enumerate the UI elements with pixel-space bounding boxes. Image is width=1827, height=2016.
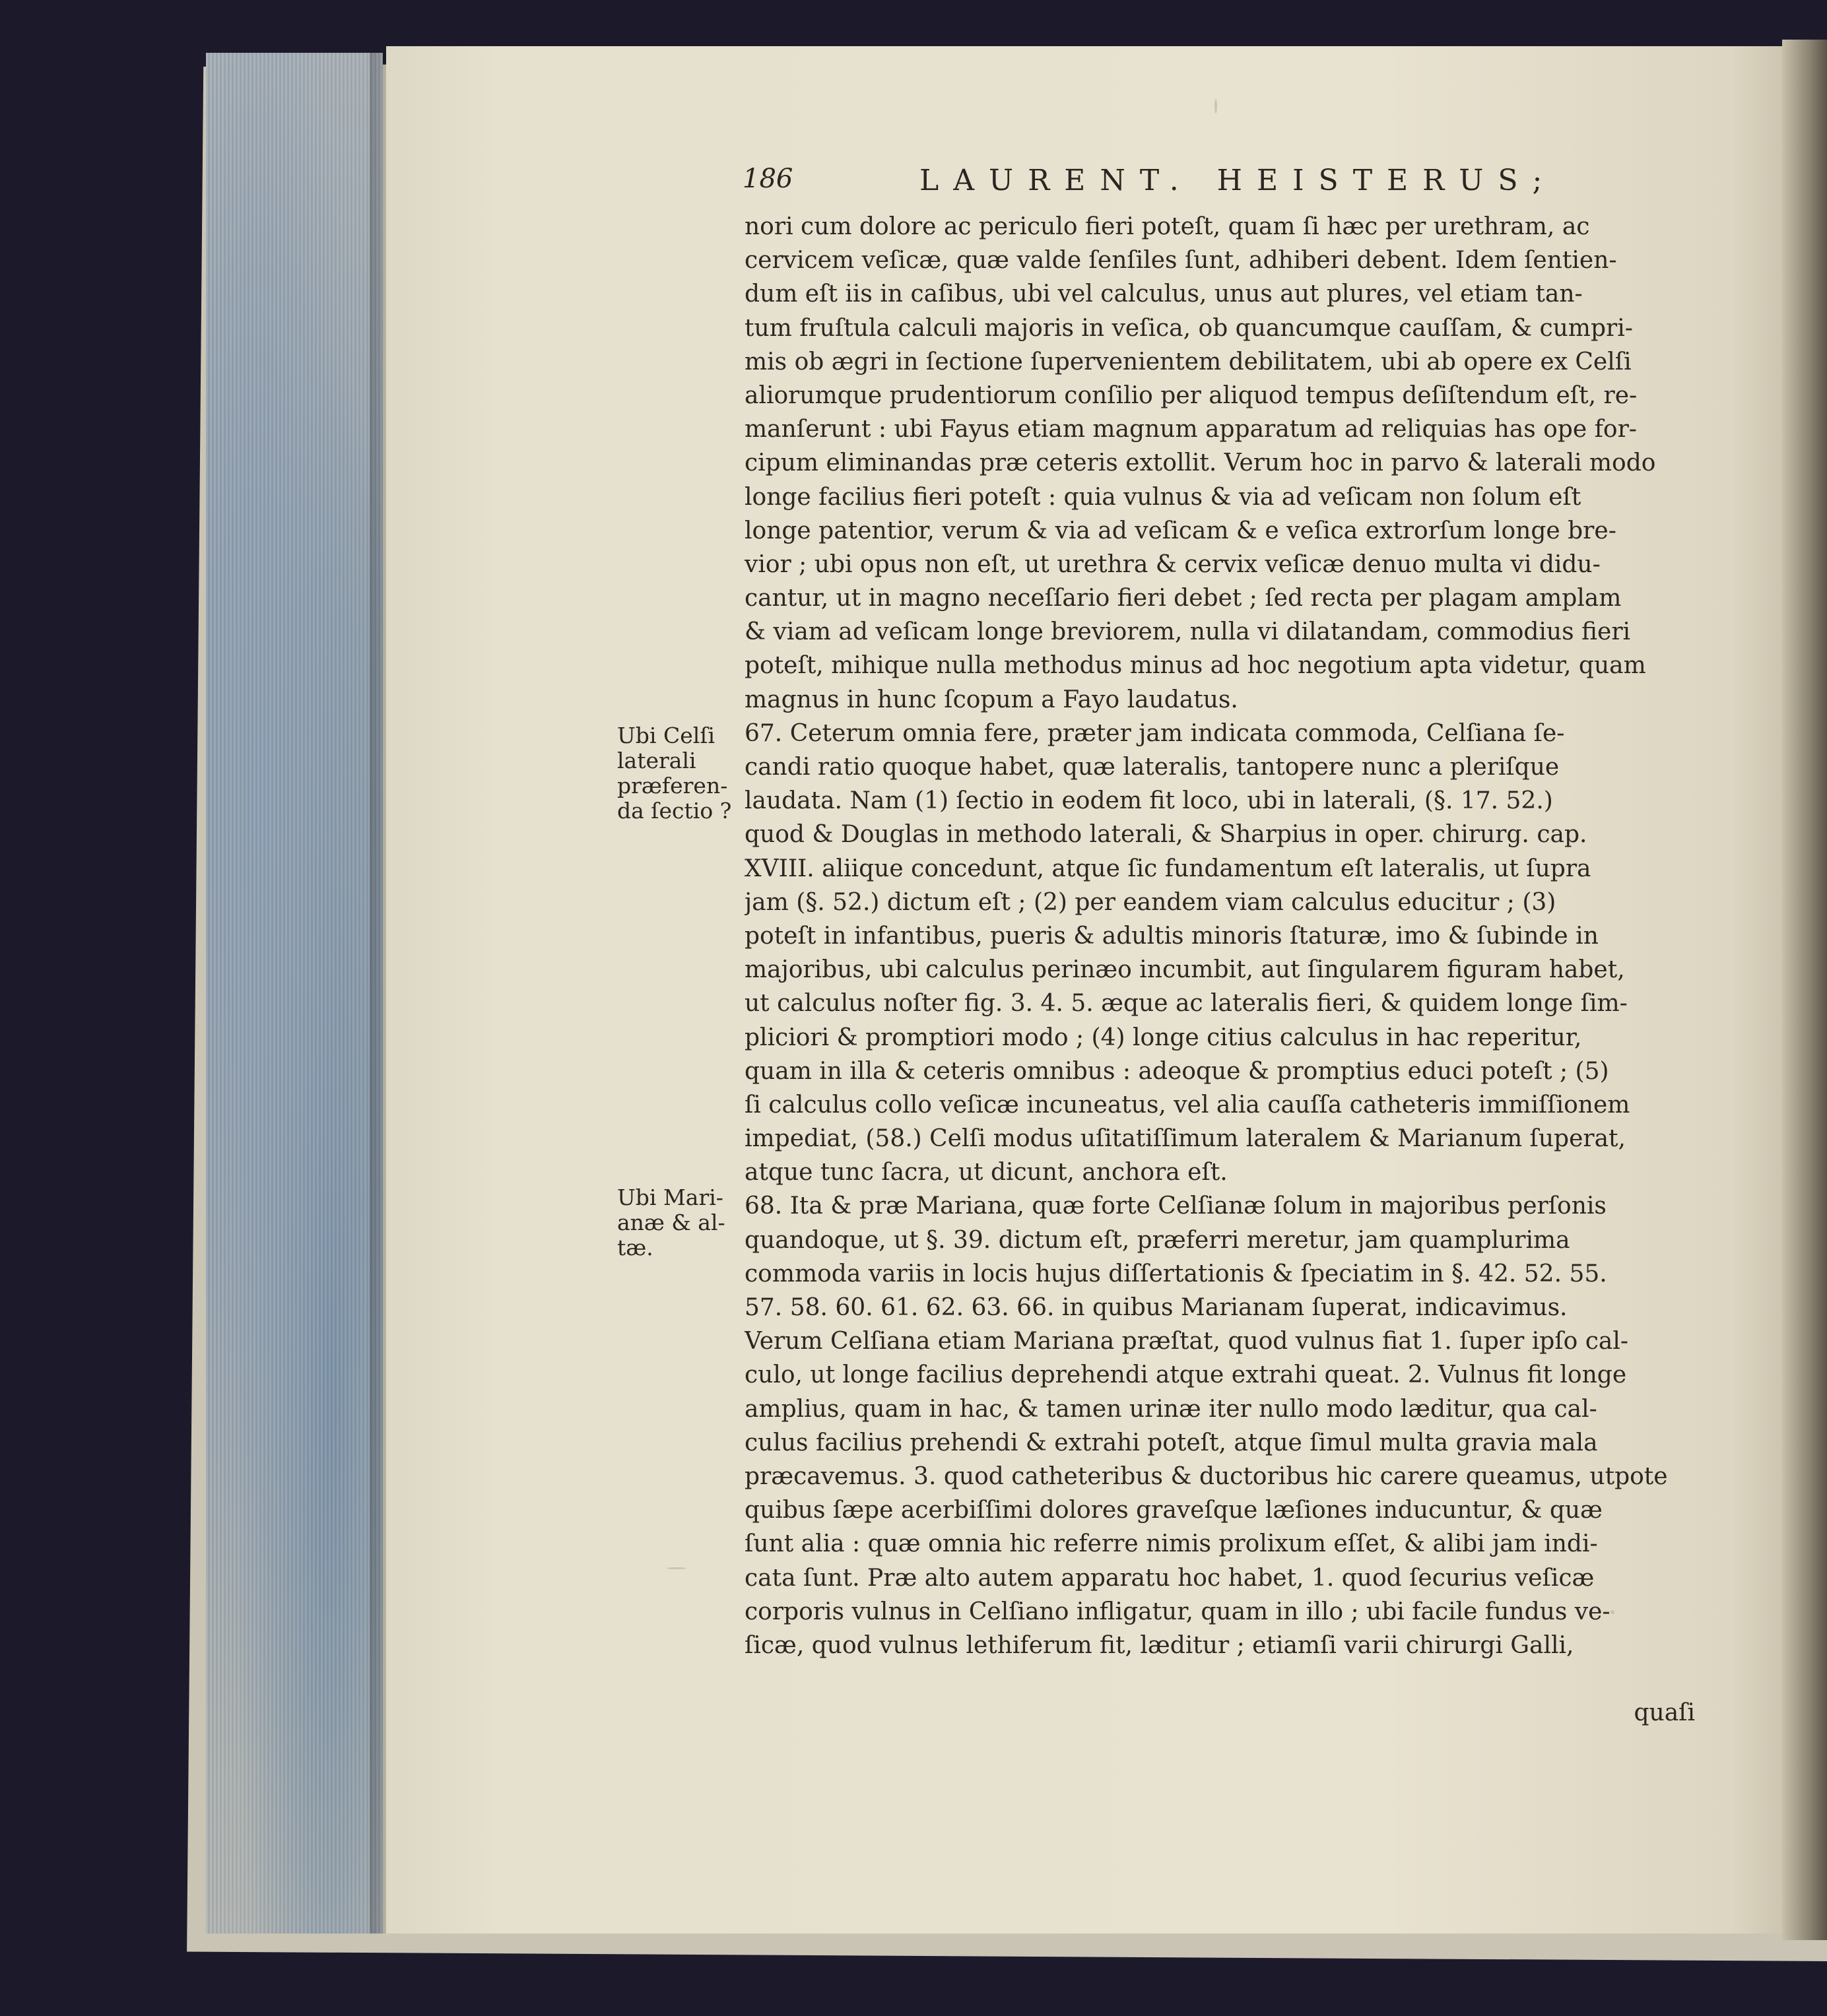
text-line: poteſt in infantibus, pueris & adultis minoris ſtaturæ, imo & ſubinde in xyxy=(745,922,1599,950)
page-fore-edge xyxy=(206,53,383,1934)
paper-spot xyxy=(1214,99,1217,114)
text-line: longe facilius fieri poteſt : quia vulnus & via ad veſicam non ſolum eſt xyxy=(745,483,1581,511)
text-line: Verum Celſiana etiam Mariana præſtat, quod vulnus fiat 1. ſuper ipſo cal- xyxy=(745,1328,1629,1355)
text-line: quod & Douglas in methodo laterali, & Sharpius in oper. chirurg. cap. xyxy=(745,821,1587,849)
text-line: ſicæ, quod vulnus lethiferum fit, læditur ; etiamſi varii chirurgi Galli, xyxy=(745,1631,1574,1659)
text-line: magnus in hunc ſcopum a Fayo laudatus. xyxy=(745,686,1238,713)
text-line: ut calculus noſter fig. 3. 4. 5. æque ac lateralis fieri, & quidem longe ſim- xyxy=(745,990,1628,1018)
margin-note-line: tæ. xyxy=(617,1235,653,1260)
text-line: dum eſt iis in caſibus, ubi vel calculus, unus aut plures, vel etiam tan- xyxy=(745,280,1583,308)
text-line: jam (§. 52.) dictum eſt ; (2) per eandem viam calculus educitur ; (3) xyxy=(745,888,1556,916)
text-line: aliorumque prudentiorum conſilio per aliquod tempus deſiſtendum eſt, re- xyxy=(745,381,1638,409)
margin-note-line: Ubi Celſi xyxy=(617,723,715,748)
text-line: tum fruſtula calculi majoris in veſica, ob quancumque cauſſam, & cumpri- xyxy=(745,314,1633,342)
text-line: atque tunc ſacra, ut dicunt, anchora eſt. xyxy=(745,1159,1228,1187)
text-line: laudata. Nam (1) ſectio in eodem fit loco, ubi in laterali, (§. 17. 52.) xyxy=(745,787,1553,815)
text-line: culo, ut longe facilius deprehendi atque extrahi queat. 2. Vulnus fit longe xyxy=(745,1361,1627,1389)
text-line: 67. Ceterum omnia fere, præter jam indicata commoda, Celſiana ſe- xyxy=(745,719,1565,747)
text-line: cervicem veſicæ, quæ valde ſenſiles ſunt, adhiberi debent. Idem ſentien- xyxy=(745,247,1617,275)
text-line: cantur, ut in magno neceſſario fieri debet ; ſed recta per plagam amplam xyxy=(745,585,1622,612)
text-line: mis ob ægri in ſectione ſupervenientem debilitatem, ubi ab opere ex Celſi xyxy=(745,348,1632,375)
text-line: 68. Ita & præ Mariana, quæ forte Celſianæ ſolum in majoribus perſonis xyxy=(745,1192,1607,1220)
text-line: longe patentior, verum & via ad veſicam & e veſica extrorſum longe bre- xyxy=(745,517,1616,544)
text-line: cipum eliminandas præ ceteris extollit. Verum hoc in parvo & laterali modo xyxy=(745,449,1656,477)
text-line: quibus ſæpe acerbiſſimi dolores graveſque læſiones inducuntur, & quæ xyxy=(745,1497,1603,1524)
text-line: XVIII. aliique concedunt, atque ſic fundamentum eſt lateralis, ut ſupra xyxy=(745,855,1591,882)
margin-note-mariana xyxy=(617,1185,736,1260)
text-line: quam in illa & ceteris omnibus : adeoque & promptius educi poteſt ; (5) xyxy=(745,1057,1609,1085)
text-line: commoda variis in locis hujus diſſertationis & ſpeciatim in §. 42. 52. 55. xyxy=(745,1260,1607,1287)
book-gutter xyxy=(1782,40,1827,1940)
margin-note-celsi xyxy=(617,723,736,824)
margin-note-line: anæ & al- xyxy=(617,1210,725,1235)
text-line: præcavemus. 3. quod catheteribus & ductoribus hic carere queamus, utpote xyxy=(745,1462,1668,1490)
text-line: candi ratio quoque habet, quæ lateralis, tantopere nunc a pleriſque xyxy=(745,754,1560,781)
text-line: culus facilius prehendi & extrahi poteſt, atque ſimul multa gravia mala xyxy=(745,1429,1598,1456)
text-line: amplius, quam in hac, & tamen urinæ iter nullo modo læditur, qua cal- xyxy=(745,1395,1597,1423)
running-title: LAURENT. HEISTERUS; xyxy=(919,164,1557,197)
text-line: ſunt alia : quæ omnia hic referre nimis prolixum eſſet, & alibi jam indi- xyxy=(745,1530,1598,1558)
text-line: 57. 58. 60. 61. 62. 63. 66. in quibus Marianam ſuperat, indicavimus. xyxy=(745,1294,1568,1321)
text-line: ſi calculus collo veſicæ incuneatus, vel alia cauſſa catheteris immiſſionem xyxy=(745,1091,1630,1119)
running-head xyxy=(743,164,1746,210)
margin-note-line: da ſectio ? xyxy=(617,798,732,824)
paper-spot xyxy=(667,1567,686,1569)
text-line: corporis vulnus in Celſiano infligatur, quam in illo ; ubi facile fundus ve- xyxy=(745,1598,1611,1625)
text-line: cata ſunt. Præ alto autem apparatu hoc habet, 1. quod ſecurius veſicæ xyxy=(745,1564,1595,1592)
text-line: pliciori & promptiori modo ; (4) longe citius calculus in hac reperitur, xyxy=(745,1024,1582,1051)
text-line: quandoque, ut §. 39. dictum eſt, præferri meretur, jam quamplurima xyxy=(745,1226,1570,1254)
text-line: majoribus, ubi calculus perinæo incumbit, aut ſingularem figuram habet, xyxy=(745,956,1625,984)
text-line: poteſt, mihique nulla methodus minus ad hoc negotium apta videtur, quam xyxy=(745,652,1646,680)
catchword: quaſi xyxy=(1634,1699,1695,1727)
text-line: & viam ad veſicam longe breviorem, nulla vi dilatandam, commodius fieri xyxy=(745,618,1631,646)
text-line: impediat, (58.) Celſi modus uſitatiſſimum lateralem & Marianum ſuperat, xyxy=(745,1125,1626,1153)
text-line xyxy=(745,1662,1695,1696)
page-number: 186 xyxy=(743,164,793,194)
text-line: nori cum dolore ac periculo fieri poteſt, quam ſi hæc per urethram, ac xyxy=(745,213,1590,240)
text-line: manſerunt : ubi Fayus etiam magnum apparatum ad reliquias has ope for- xyxy=(745,416,1637,443)
margin-note-line: laterali xyxy=(617,748,696,773)
margin-note-line: Ubi Mari- xyxy=(617,1185,723,1210)
main-text-block xyxy=(745,210,1695,1730)
text-line: vior ; ubi opus non eſt, ut urethra & cervix veſicæ denuo multa vi didu- xyxy=(745,550,1601,578)
margin-note-line: præferen- xyxy=(617,773,728,798)
